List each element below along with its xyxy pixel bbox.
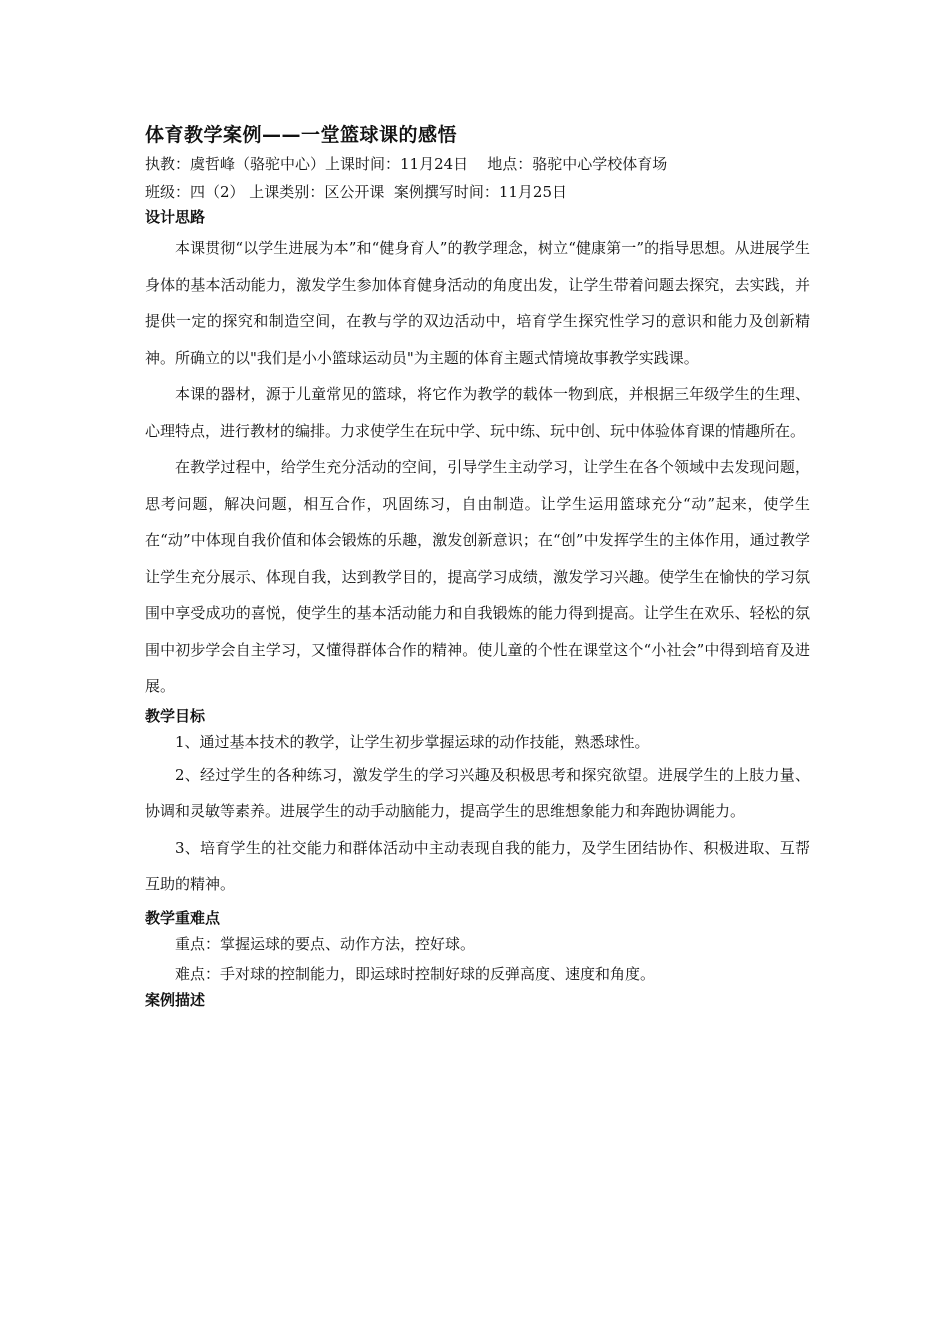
- meta-class-type-date: 班级：四（2） 上课类别：区公开课 案例撰写时间：11月25日: [145, 183, 568, 201]
- design-paragraph-2: 本课的器材，源于儿童常见的篮球，将它作为教学的载体一物到底，并根据三年级学生的生理、心理特点，进行教材的编排。力求使学生在玩中学、玩中练、玩中创、玩中体验体育课的情趣所在。: [145, 385, 810, 440]
- goal-item-3: 3、培育学生的社交能力和群体活动中主动表现自我的能力，及学生团结协作、积极进取、互帮互助的精神。: [145, 838, 810, 893]
- goal-item-2: 2、经过学生的各种练习，激发学生的学习兴趣及积极思考和探究欲望。进展学生的上肢力量、协调和灵敏等素养。进展学生的动手动脑能力，提高学生的思维想象能力和奔跑协调能力。: [145, 765, 810, 820]
- goal-item-1: 1、通过基本技术的教学，让学生初步掌握运球的动作技能，熟悉球性。: [175, 732, 650, 751]
- section-heading-case: 案例描述: [145, 990, 206, 1009]
- design-paragraph-1: 本课贯彻“以学生进展为本”和“健身育人”的教学理念，树立“健康第一”的指导思想。从进展学生身体的基本活动能力，激发学生参加体育健身活动的角度出发，让学生带着问题去探究，去实践，并提供一定的探究和制造空间，在教与学的双边活动中，培育学生探究性学习的意识和能力及创新精神。所确立的以"我们是小小篮球运动员"为主题的体育主题式情境故事教学实践课。: [145, 239, 810, 367]
- section-heading-difficulty: 教学重难点: [145, 908, 221, 927]
- design-paragraph-3: 在教学过程中，给学生充分活动的空间，引导学生主动学习，让学生在各个领域中去发现问题，思考问题，解决问题，相互合作，巩固练习，自由制造。让学生运用篮球充分“动”起来，使学生在“动”中体现自我价值和体会锻炼的乐趣，激发创新意识；在“创”中发挥学生的主体作用，通过教学让学生充分展示、体现自我，达到教学目的，提高学习成绩，激发学习兴趣。使学生在愉快的学习氛围中享受成功的喜悦，使学生的基本活动能力和自我锻炼的能力得到提高。让学生在欢乐、轻松的氛围中初步学会自主学习，又懂得群体合作的精神。使儿童的个性在课堂这个“小社会”中得到培育及进展。: [145, 458, 810, 695]
- key-point: 重点：掌握运球的要点、动作方法，控好球。: [175, 934, 476, 953]
- document-title: 体育教学案例——一堂篮球课的感悟: [145, 124, 458, 146]
- meta-teacher-time-place: 执教：虞哲峰（骆驼中心）上课时间：11月24日 地点：骆驼中心学校体育场: [145, 155, 668, 173]
- section-heading-design: 设计思路: [145, 208, 206, 226]
- section-heading-goals: 教学目标: [145, 706, 206, 725]
- hard-point: 难点：手对球的控制能力，即运球时控制好球的反弹高度、速度和角度。: [175, 964, 656, 983]
- document-page: [145, 120, 810, 1011]
